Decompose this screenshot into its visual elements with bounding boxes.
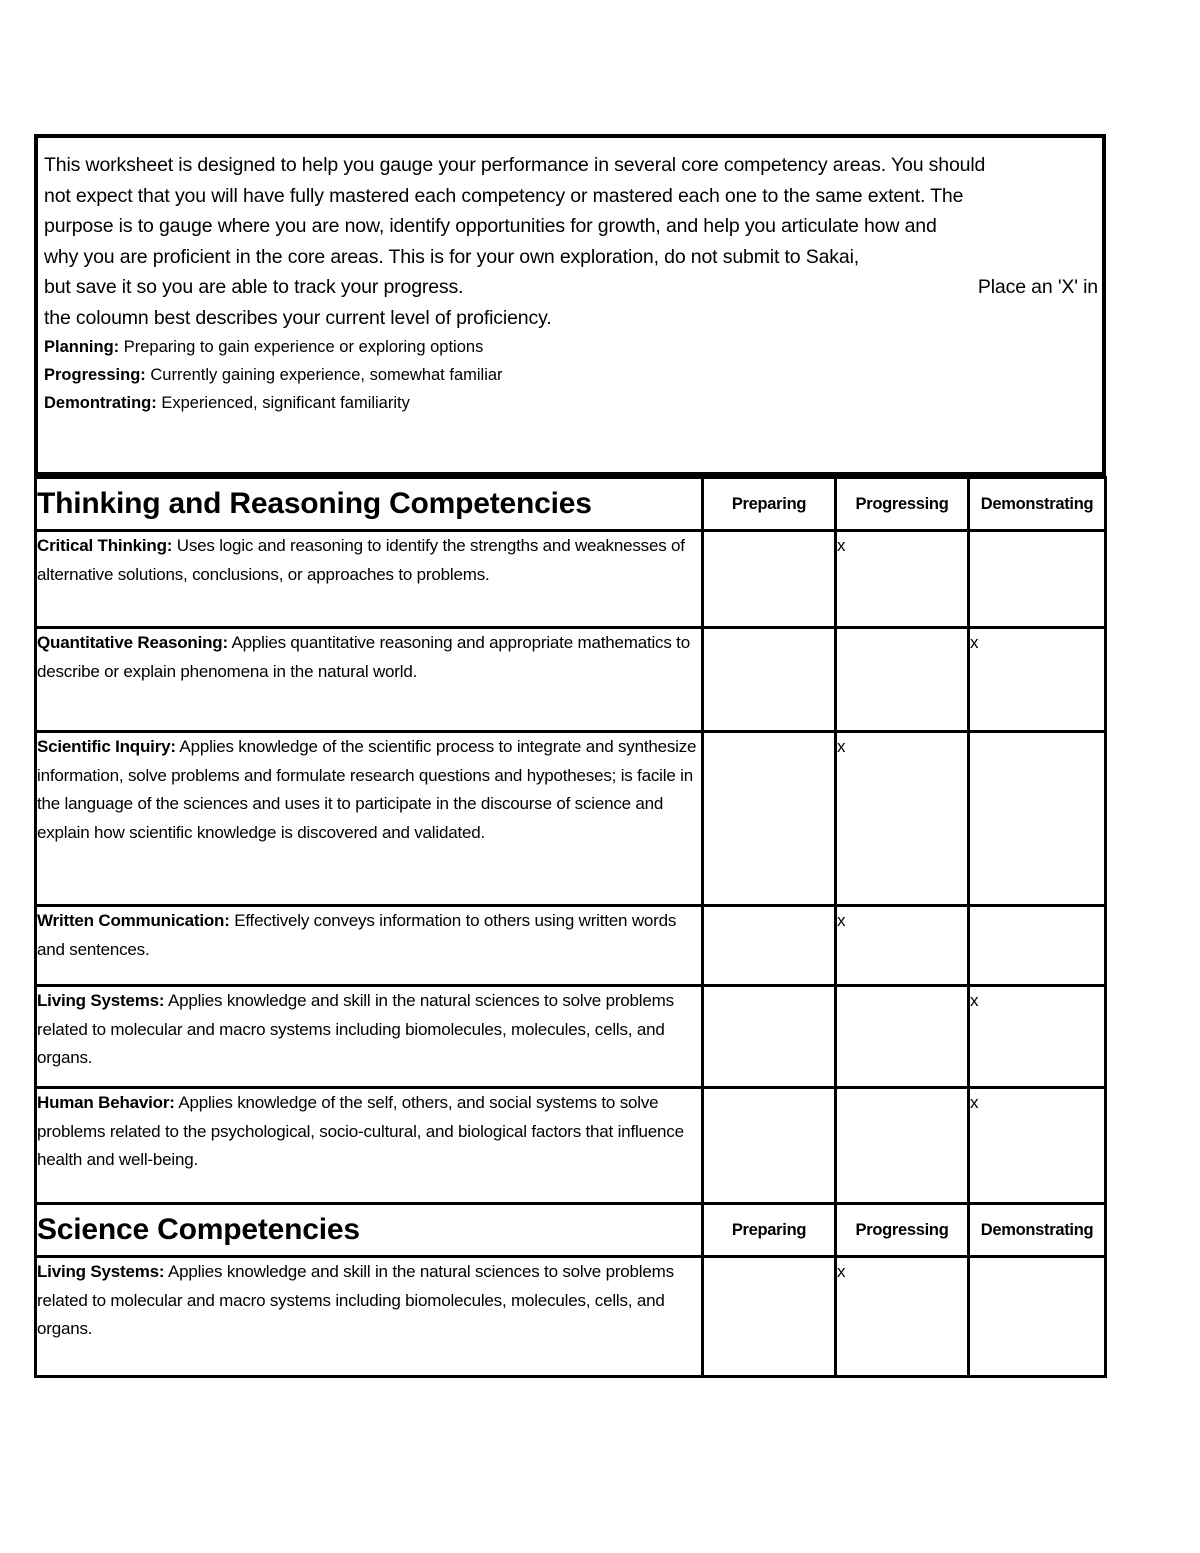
mark-cell-demonstrating[interactable]: x (969, 1088, 1106, 1204)
competency-table (34, 476, 1107, 1378)
table-row (36, 1257, 1106, 1377)
table-row (36, 906, 1106, 986)
table-row (36, 531, 1106, 628)
mark-cell-demonstrating[interactable]: x (969, 986, 1106, 1088)
competency-description: Quantitative Reasoning: Applies quantitative reasoning and appropriate mathematics to describe or explain phenomena in the natural world. (36, 628, 703, 732)
competency-description: Human Behavior: Applies knowledge of the self, others, and social systems to solve problems related to the psychological, socio-cultural, and biological factors that influence health and well-being. (36, 1088, 703, 1204)
column-header-demonstrating: Demonstrating (969, 478, 1106, 531)
legend-progressing: Progressing: Currently gaining experience, somewhat familiar (44, 366, 503, 384)
mark-cell-preparing[interactable] (703, 1257, 836, 1377)
intro-line-1: This worksheet is designed to help you gauge your performance in several core competency areas. You should (44, 154, 986, 176)
mark-cell-demonstrating[interactable] (969, 732, 1106, 906)
intro-line-5-left: but save it so you are able to track your progress. (44, 276, 464, 298)
mark-cell-preparing[interactable] (703, 986, 836, 1088)
mark-cell-progressing[interactable] (836, 628, 969, 732)
legend-demonstrating: Demontrating: Experienced, significant familiarity (44, 394, 410, 412)
intro-line-4: why you are proficient in the core areas. This is for your own exploration, do not submit to Sakai, (44, 245, 860, 268)
table-row (36, 986, 1106, 1088)
mark-cell-progressing[interactable]: x (836, 531, 969, 628)
mark-cell-progressing[interactable]: x (836, 732, 969, 906)
mark-cell-demonstrating[interactable]: x (969, 628, 1106, 732)
intro-line-3: purpose is to gauge where you are now, identify opportunities for growth, and help you articulate how and (44, 215, 937, 237)
competency-description: Living Systems: Applies knowledge and skill in the natural sciences to solve problems related to molecular and macro systems including biomolecules, molecules, cells, and organs. (36, 986, 703, 1088)
table-row (36, 628, 1106, 732)
column-header-progressing: Progressing (836, 1204, 969, 1257)
column-header-preparing: Preparing (703, 478, 836, 531)
column-header-demonstrating: Demonstrating (969, 1204, 1106, 1257)
mark-cell-progressing[interactable] (836, 1088, 969, 1204)
table-row (36, 1088, 1106, 1204)
competency-description: Critical Thinking: Uses logic and reasoning to identify the strengths and weaknesses of alternative solutions, conclusions, or approaches to problems. (36, 531, 703, 628)
competency-description: Written Communication: Effectively conveys information to others using written words and sentences. (36, 906, 703, 986)
mark-cell-preparing[interactable] (703, 628, 836, 732)
column-header-preparing: Preparing (703, 1204, 836, 1257)
intro-line-2: not expect that you will have fully mastered each competency or mastered each one to the same extent. The (44, 184, 964, 207)
mark-cell-progressing[interactable] (836, 986, 969, 1088)
mark-cell-demonstrating[interactable] (969, 1257, 1106, 1377)
mark-cell-preparing[interactable] (703, 732, 836, 906)
mark-cell-preparing[interactable] (703, 531, 836, 628)
mark-cell-demonstrating[interactable] (969, 531, 1106, 628)
instructions-box (34, 134, 1106, 476)
section-header-thinking (36, 478, 1106, 531)
legend-planning: Planning: Preparing to gain experience or exploring options (44, 338, 484, 356)
competency-description: Living Systems: Applies knowledge and skill in the natural sciences to solve problems related to molecular and macro systems including biomolecules, molecules, cells, and organs. (36, 1257, 703, 1377)
mark-cell-progressing[interactable]: x (836, 1257, 969, 1377)
section-title: Science Competencies (36, 1204, 703, 1257)
mark-cell-preparing[interactable] (703, 906, 836, 986)
intro-line-5 (44, 272, 1098, 303)
competency-description: Scientific Inquiry: Applies knowledge of the scientific process to integrate and synthesize information, solve problems and formulate research questions and hypotheses; is facile in the language of the sciences and uses it to participate in the discourse of science and explain how scientific knowledge is discovered and validated. (36, 732, 703, 906)
mark-cell-demonstrating[interactable] (969, 906, 1106, 986)
table-row (36, 732, 1106, 906)
section-title: Thinking and Reasoning Competencies (36, 478, 703, 531)
intro-line-6: the coloumn best describes your current level of proficiency. (44, 306, 552, 329)
intro-line-5-right: Place an 'X' in (977, 276, 1098, 298)
column-header-progressing: Progressing (836, 478, 969, 531)
mark-cell-preparing[interactable] (703, 1088, 836, 1204)
mark-cell-progressing[interactable]: x (836, 906, 969, 986)
section-header-science (36, 1204, 1106, 1257)
